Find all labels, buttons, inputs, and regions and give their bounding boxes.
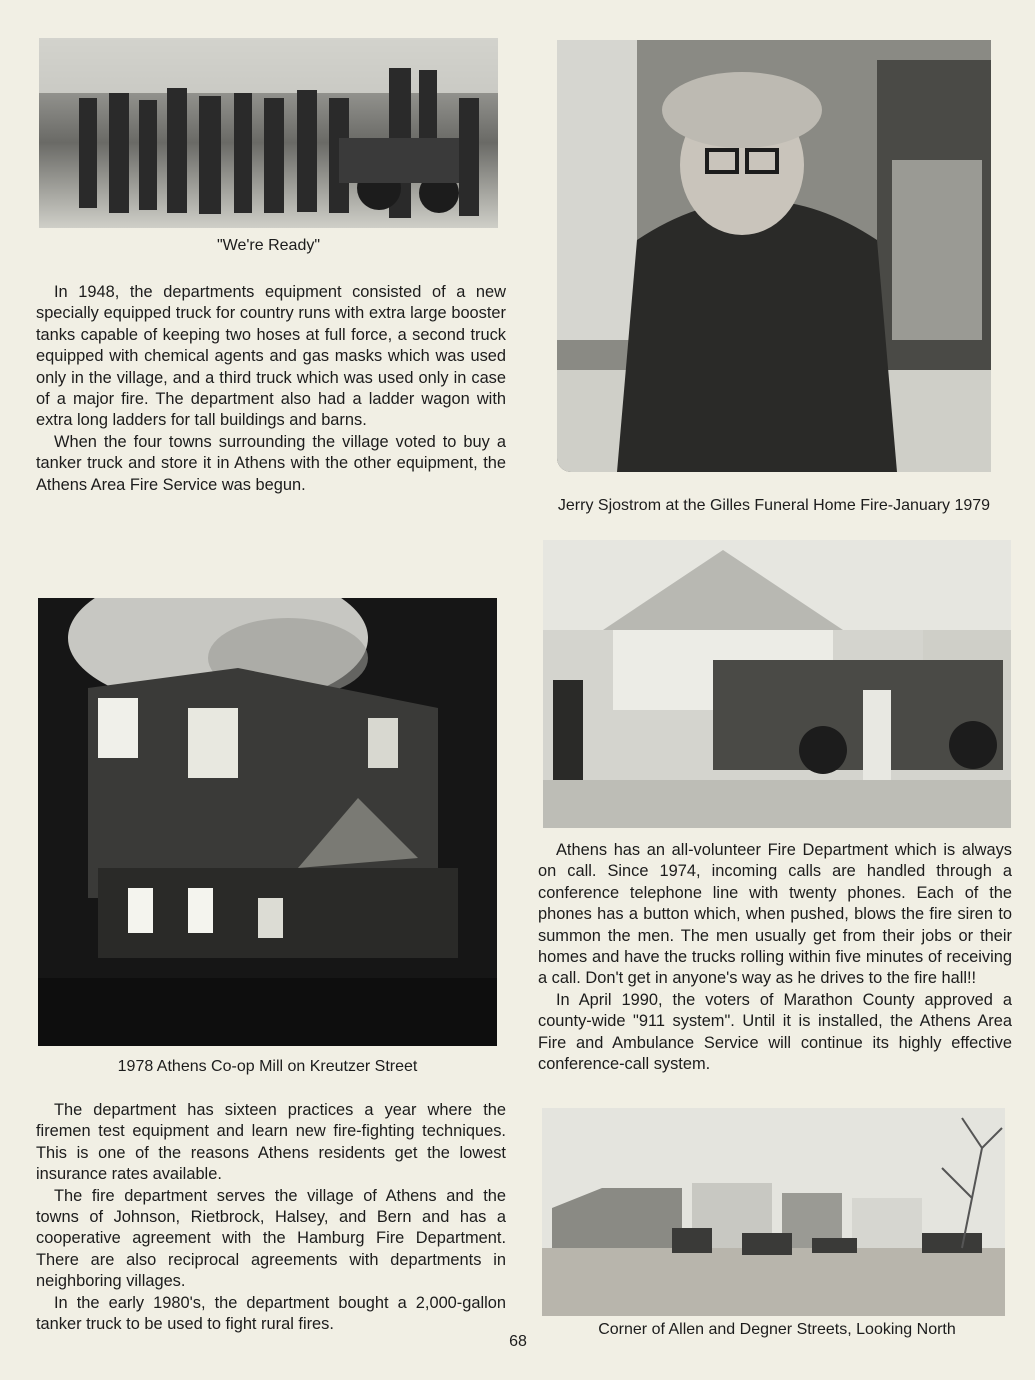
paragraph-tanker-1980s: In the early 1980's, the department bought a 2,000-gallon tanker truck to be used to fight rural fires. bbox=[36, 1293, 506, 1334]
paragraph-911-system: In April 1990, the voters of Marathon County approved a county-wide "911 system". Until it is installed, the Athens Area Fire and Ambulance Service will continue its highly effective conference-call system. bbox=[538, 990, 1012, 1074]
caption-coop-mill: 1978 Athens Co-op Mill on Kreutzer Street bbox=[117, 1058, 418, 1075]
paragraph-practices: The department has sixteen practices a year where the firemen test equipment and learn new fire-fighting techniques. This is one of the reasons Athens residents get the lowest insurance rates available. bbox=[36, 1101, 506, 1184]
photo-firemen-group-image bbox=[39, 38, 498, 228]
photo-firemen-group bbox=[39, 38, 498, 228]
photo-tanker-truck-image bbox=[543, 540, 1011, 828]
text-left-top bbox=[36, 282, 506, 496]
photo-street-corner-image bbox=[542, 1108, 1005, 1316]
caption-firemen-group: "We're Ready" bbox=[216, 237, 321, 254]
photo-jerry-sjostrom bbox=[557, 40, 991, 472]
paragraph-equipment-1948: In 1948, the departments equipment consisted of a new specially equipped truck for country runs with extra large booster tanks capable of keeping two hoses at full force, a second truck equipped with chemical agents and gas masks which was used only in the village, and a third truck which was used only in case of a major fire. The department also had a ladder wagon with extra long ladders for tall buildings and barns. bbox=[36, 283, 506, 430]
photo-tanker-truck bbox=[543, 540, 1011, 828]
paragraph-towns-served: The fire department serves the village of Athens and the towns of Johnson, Rietbrock, Halsey, and Bern and has a cooperative agreement with the Hamburg Fire Department. There are also reciprocal agreements with departments in neighboring villages. bbox=[36, 1186, 506, 1291]
caption-jerry-sjostrom: Jerry Sjostrom at the Gilles Funeral Home Fire-January 1979 bbox=[557, 497, 991, 514]
paragraph-volunteer-department: Athens has an all-volunteer Fire Department which is always on call. Since 1974, incoming calls are handled through a conference telephone line with twenty phones. Each of the phones has a button which, when pushed, blows the fire siren to summon the men. The men usually get from their jobs or their homes and have the trucks rolling within five minutes of receiving a call. Don't get in anyone's way as he drives to the fire hall!! bbox=[538, 841, 1012, 988]
paragraph-tanker-truck: When the four towns surrounding the village voted to buy a tanker truck and store it in Athens with the other equipment, the Athens Area Fire Service was begun. bbox=[36, 432, 506, 494]
caption-street-corner: Corner of Allen and Degner Streets, Looking North bbox=[598, 1321, 956, 1338]
photo-street-corner bbox=[542, 1108, 1005, 1316]
text-right bbox=[538, 840, 1012, 1075]
photo-jerry-sjostrom-image bbox=[557, 40, 991, 472]
text-left-bottom bbox=[36, 1100, 506, 1335]
page-number: 68 bbox=[509, 1333, 527, 1350]
photo-coop-mill-fire-image bbox=[38, 598, 497, 1046]
photo-coop-mill-fire bbox=[38, 598, 497, 1046]
